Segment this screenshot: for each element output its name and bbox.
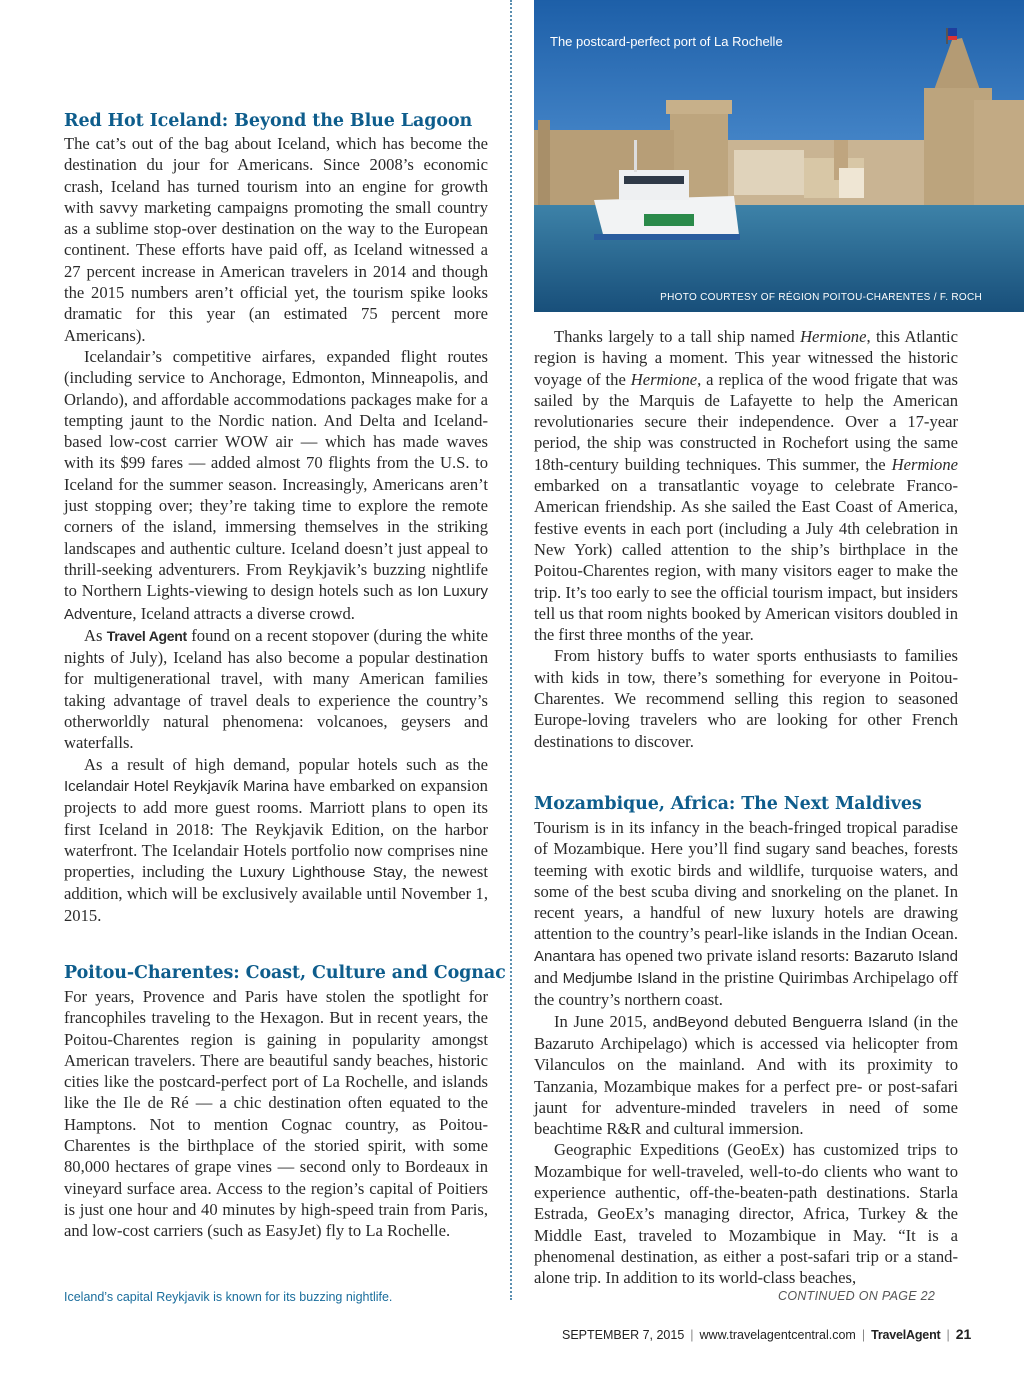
icelandair-hotel-link[interactable]: Icelandair Hotel Reykjavík Marina [64, 777, 289, 795]
mozambique-paragraph-3: Geographic Expeditions (GeoEx) has customized trips to Mozambique for well-traveled, well-to-do clients who want to experience authentic, off-the-beaten-path destinations. Starla Estrada, GeoEx’s managing director, Africa, Turkey & the Middle East, traveled to Mozambique in May. “It is a phenomenal destination, as either a post-safari trip or a stand-alone trip. In addition to its world-class beaches, [534, 1140, 958, 1288]
poitou-paragraph-3: From history buffs to water sports enthusiasts to families with kids in tow, there’s something for everyone in Poitou-Charentes. We recommend selling this region to seasoned Europe-loving travelers who are looking for other French destinations to discover. [534, 646, 958, 751]
iceland-paragraph-4: As a result of high demand, popular hotels such as the Icelandair Hotel Reykjavík Marina have embarked on expansion projects to add more guest rooms. Marriott plans to open its first Iceland in 2018: The Reykjavik Edition, on the harbor waterfront. The Icelandair Hotels portfolio now comprises nine properties, including the Luxury Lighthouse Stay, the newest addition, which will be exclusively available until November 1, 2015. [64, 754, 488, 925]
anantara-link[interactable]: Anantara [534, 947, 595, 965]
footer-date: SEPTEMBER 7, 2015 [562, 1328, 685, 1342]
luxury-lighthouse-link[interactable]: Luxury Lighthouse Stay [239, 864, 403, 882]
iceland-heading: Red Hot Iceland: Beyond the Blue Lagoon [64, 111, 473, 131]
iceland-article [64, 133, 488, 926]
mozambique-heading: Mozambique, Africa: The Next Maldives [534, 794, 922, 814]
photo-caption: The postcard-perfect port of La Rochelle [550, 34, 783, 49]
iceland-paragraph-1: The cat’s out of the bag about Iceland, which has become the destination du jour for Americans. Since 2008’s economic crash, Iceland has turned tourism into an engine for growth with savvy marketing campaigns promoting the small country as a sublime stop-over destination on the way to the European continent. These efforts have paid off, as Iceland witnessed a 27 percent increase in American travelers in 2014 and though the 2015 numbers aren’t official yet, the tourism spike looks dramatic for this year (an estimated 75 percent more Americans). [64, 134, 488, 345]
column-divider [510, 0, 512, 1300]
mozambique-paragraph-2: In June 2015, andBeyond debuted Benguerra Island (in the Bazaruto Archipelago) which is accessed via helicopter from Vilanculos on the mainland. And with its proximity to Tanzania, Mozambique makes for a perfect pre- or post-safari jaunt for adventure-minded travelers in need of some beachtime R&R and cultural immersion. [534, 1011, 958, 1139]
ion-luxury-adventure-link[interactable]: Ion Luxury Adventure [64, 583, 488, 623]
mozambique-article [534, 817, 958, 1289]
page-footer: SEPTEMBER 7, 2015 | www.travelagentcentral.com | TravelAgent | 21 [562, 1326, 972, 1342]
iceland-paragraph-3: As Travel Agent found on a recent stopover (during the white nights of July), Iceland has also become a popular destination for multigenerational travel, with many American families taking advantage of travel deals to experience the country’s otherworldly natural phenomena: volcanoes, geysers and waterfalls. [64, 625, 488, 753]
mozambique-paragraph-1: Tourism is in its infancy in the beach-fringed tropical paradise of Mozambique. Here you’ll find sugary sand beaches, forests teeming with exotic birds and wildlife, turquoise waters, and some of the best scuba diving and snorkeling on the planet. In recent years, a handful of new luxury hotels are drawing attention to the country’s pearl-like islands in the Indian Ocean. Anantara has opened two private island resorts: Bazaruto Island and Medjumbe Island in the pristine Quirimbas Archipelago off the country’s northern coast. [534, 818, 958, 1010]
ship-name: Hermione [800, 327, 867, 346]
la-rochelle-photo [534, 0, 1024, 312]
continued-label: CONTINUED ON PAGE 22 [778, 1289, 936, 1303]
poitou-article-left [64, 986, 488, 1242]
footer-brand: TravelAgent [871, 1328, 941, 1342]
poitou-article-right [534, 326, 958, 752]
poitou-paragraph-2: Thanks largely to a tall ship named Hermione, this Atlantic region is having a moment. This year witnessed the historic voyage of the Hermione, a replica of the wood frigate that was sailed by the Marquis de Lafayette to help the American revolutionaries secure their independence. Over a 17-year period, the ship was constructed in Rochefort using the same 18th-century building techniques. This summer, the Hermione embarked on a transatlantic voyage to celebrate Franco-American friendship. As she sailed the East Coast of America, festive events in each port (including a July 4th celebration in New York) called attention to the ship’s birthplace in the Poitou-Charentes region, with many visitors eager to make the trip. It’s too early to see the official tourism impact, but insiders tell us that room nights booked by American visitors doubled in the first three months of the year. [534, 327, 958, 645]
andbeyond-link[interactable]: andBeyond [652, 1013, 729, 1031]
poitou-heading: Poitou-Charentes: Coast, Culture and Cognac [64, 963, 506, 983]
photo-caption-reykjavik: Iceland’s capital Reykjavik is known for its buzzing nightlife. [64, 1290, 393, 1304]
photo-credit: PHOTO COURTESY OF RÉGION POITOU-CHARENTES / F. ROCH [660, 292, 982, 303]
benguerra-island-link[interactable]: Benguerra Island [792, 1013, 908, 1031]
footer-url[interactable]: www.travelagentcentral.com [699, 1328, 856, 1342]
bazaruto-island-link[interactable]: Bazaruto Island [853, 947, 958, 965]
page-number: 21 [955, 1326, 972, 1342]
medjumbe-island-link[interactable]: Medjumbe Island [562, 970, 678, 988]
iceland-paragraph-2: Icelandair’s competitive airfares, expanded flight routes (including service to Anchorage, Edmonton, Minneapolis, and Orlando), and affordable accommodations packages make for a tempting jaunt to the Nordic nation. And Delta and Iceland-based low-cost carrier WOW air — which has made waves with its $99 fares — added almost 70 flights from the U.S. to Iceland for the summer season. Increasingly, Americans aren’t just stopping over; they’re taking time to explore the remote corners of the island, immersing themselves in the striking landscapes and authentic culture. Iceland doesn’t just appeal to thrill-seeking adventurers. From Reykjavik’s buzzing nightlife to Northern Lights-viewing to design hotels such as Ion Luxury Adventure, Iceland attracts a diverse crowd. [64, 346, 488, 623]
travel-agent-brand: Travel Agent [106, 627, 187, 644]
poitou-paragraph-1: For years, Provence and Paris have stolen the spotlight for francophiles traveling to the Hexagon. But in recent years, the Poitou-Charentes region is gaining in popularity amongst American travelers. There are beautiful sandy beaches, historic cities like the postcard-perfect port of La Rochelle, and islands like the Ile de Ré — a chic destination often equated to the Hamptons. Not to mention Cognac country, as Poitou-Charentes is the birthplace of the storied spirit, with some 80,000 hectares of grape vines — second only to Bordeaux in vineyard surface area. Access to the region’s capital of Poitiers is just one hour and 40 minutes by high-speed train from Paris, and low-cost carriers (such as EasyJet) fly to La Rochelle. [64, 987, 488, 1241]
